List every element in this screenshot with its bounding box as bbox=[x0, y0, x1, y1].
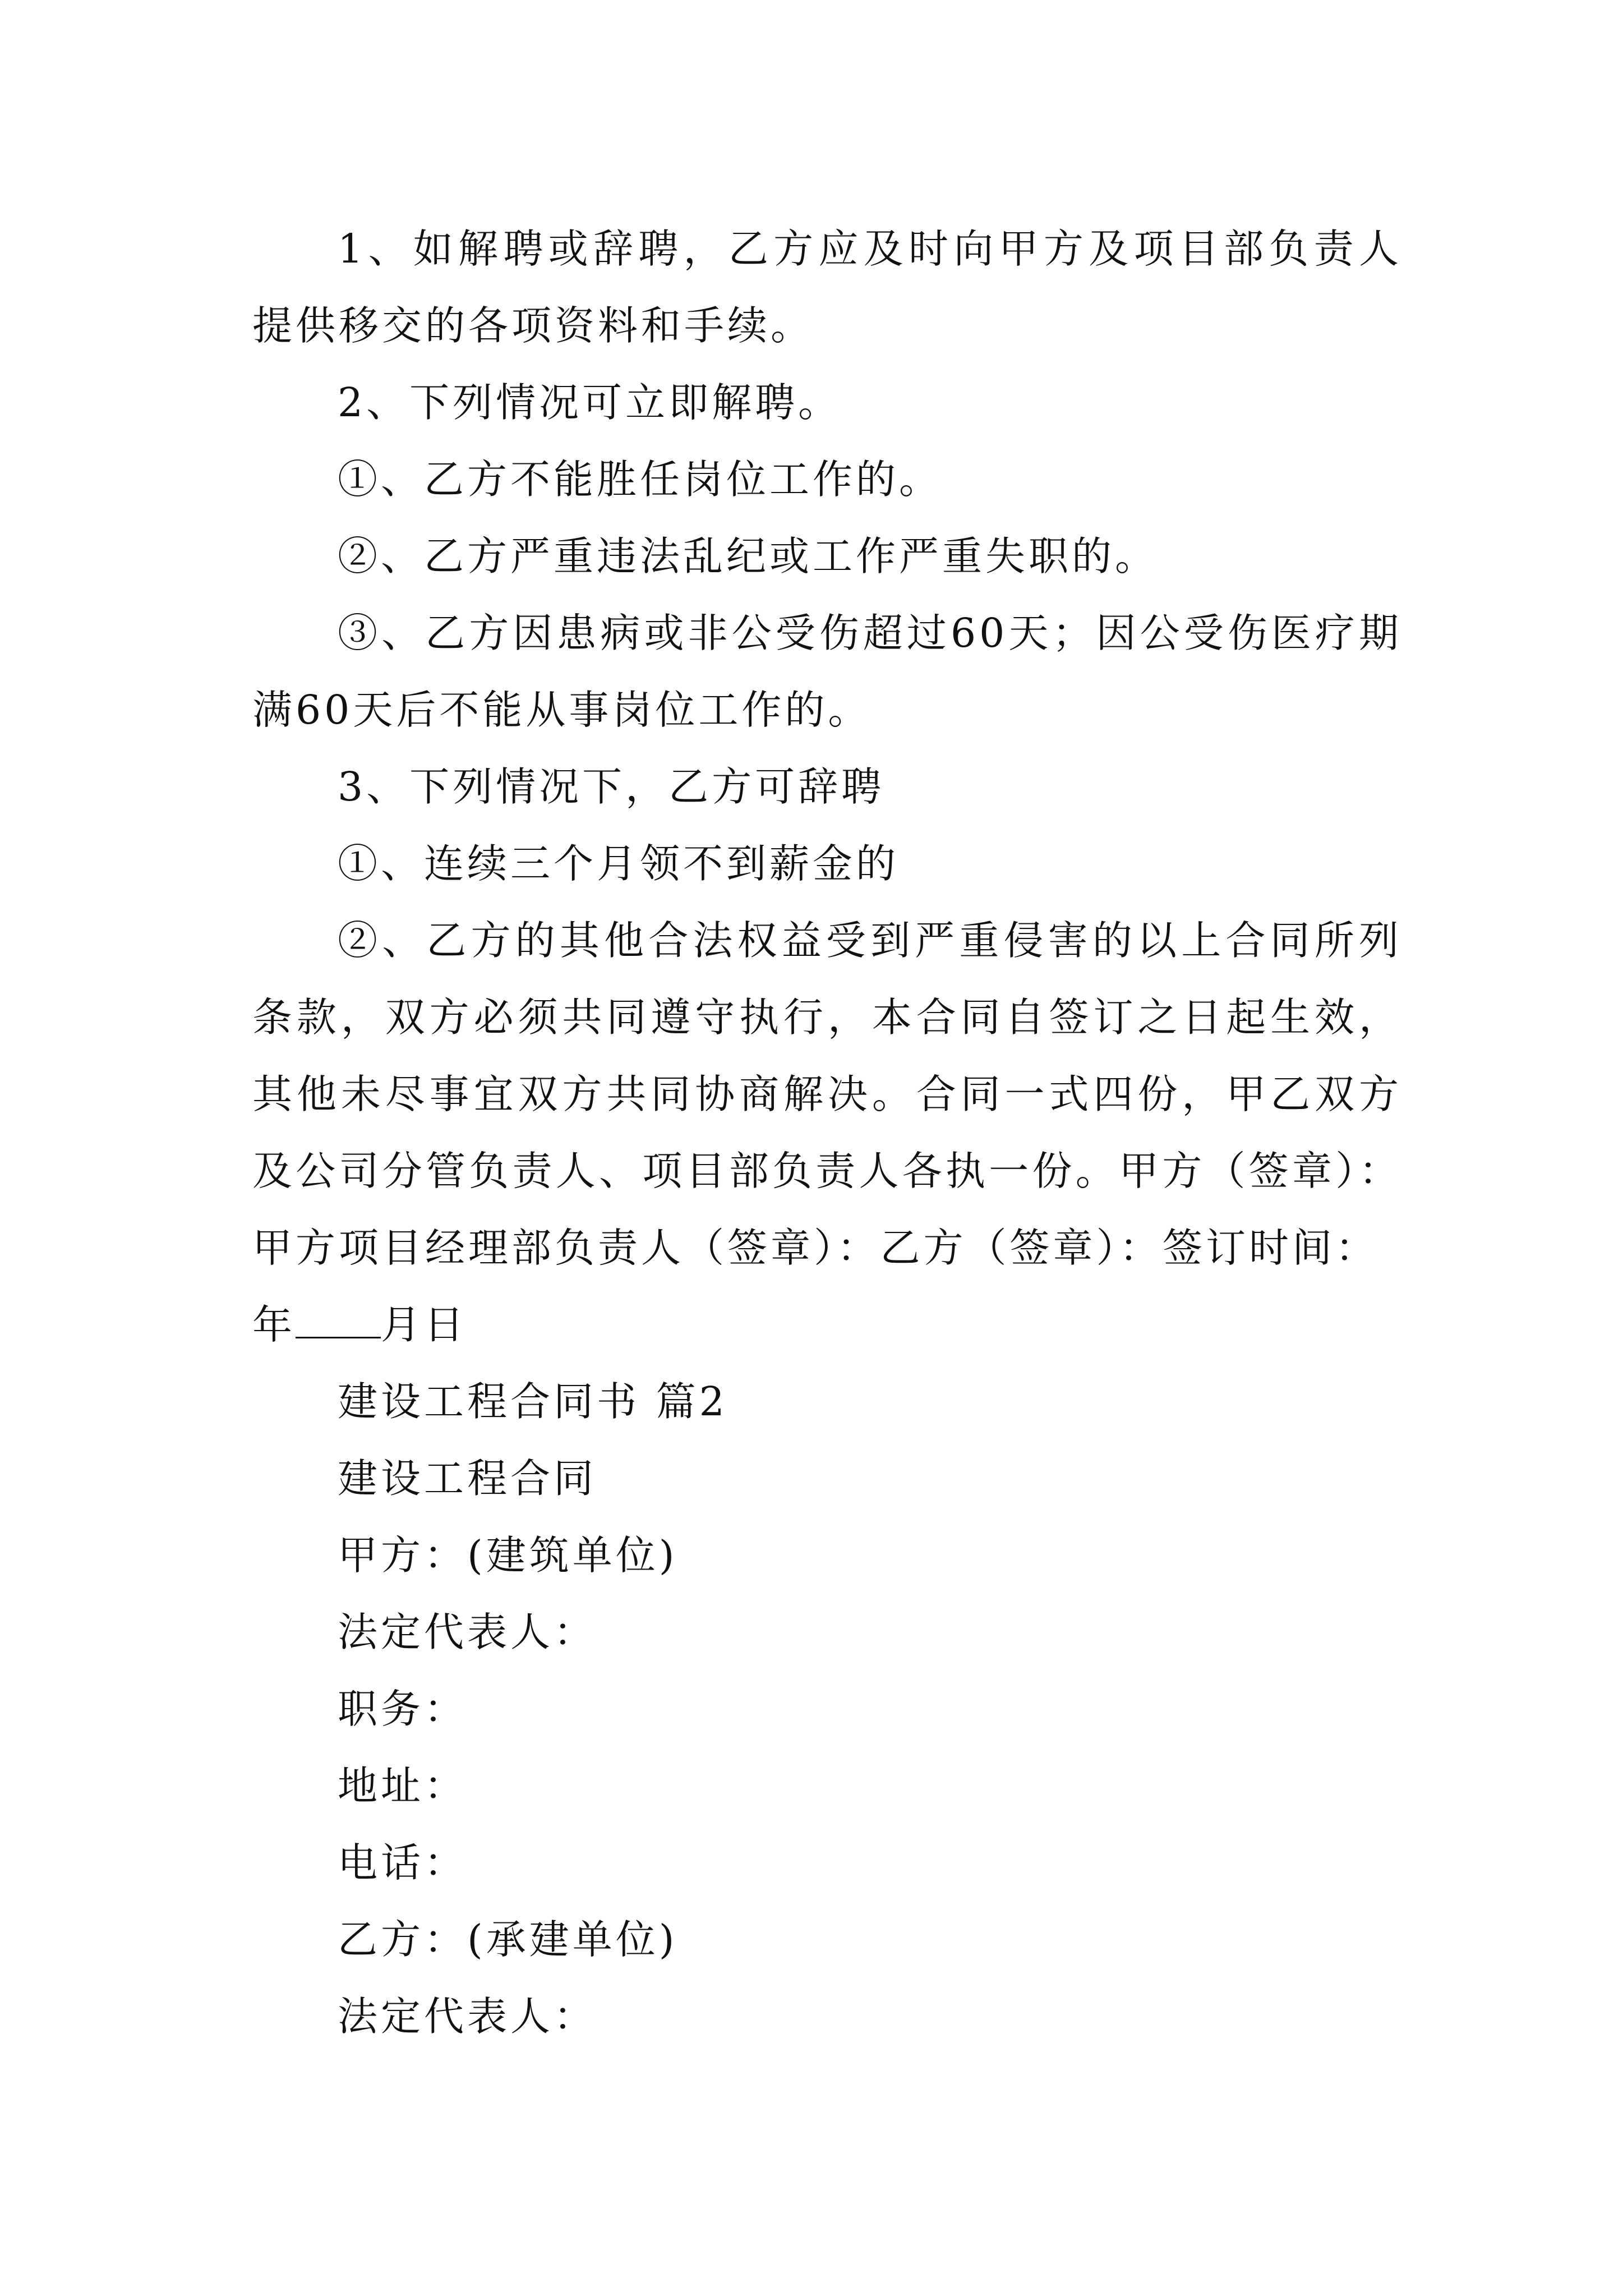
paragraph-7: ①、连续三个月领不到薪金的 bbox=[338, 840, 900, 887]
position-field: 职务： bbox=[338, 1686, 468, 1732]
legal-rep-a: 法定代表人： bbox=[338, 1609, 597, 1655]
paragraph-4: ②、乙方严重违法乱纪或工作严重失职的。 bbox=[338, 533, 1159, 579]
paragraph-8: ②、乙方的其他合法权益受到严重侵害的以上合同所列条款，双方必须共同遵守执行，本合同自签订之日起生效，其他未尽事宜双方共同协商解决。合同一式四份，甲乙双方及公司分管负责人、项目部负责人各执一份。甲方（签章）：甲方项目经理部负责人（签章）：乙方（签章）：签订时间： bbox=[252, 917, 1402, 1271]
date-month-day: 月日 bbox=[381, 1301, 468, 1348]
party-a-label: 甲方：(建筑单位) bbox=[338, 1532, 678, 1579]
date-line bbox=[252, 1286, 1402, 1363]
contract-title: 建设工程合同 bbox=[338, 1455, 597, 1502]
paragraph-3: ①、乙方不能胜任岗位工作的。 bbox=[338, 456, 943, 503]
party-b-label: 乙方：(承建单位) bbox=[338, 1916, 678, 1963]
legal-rep-b: 法定代表人： bbox=[338, 1993, 597, 2040]
phone-field: 电话： bbox=[338, 1839, 468, 1886]
date-year: 年 bbox=[252, 1301, 296, 1348]
section-title: 建设工程合同书 篇2 bbox=[338, 1378, 728, 1425]
paragraph-2: 2、下列情况可立即解聘。 bbox=[338, 379, 842, 426]
date-blank bbox=[296, 1303, 381, 1338]
paragraph-1: 1、如解聘或辞聘，乙方应及时向甲方及项目部负责人提供移交的各项资料和手续。 bbox=[252, 226, 1402, 349]
document-body bbox=[252, 210, 1402, 2055]
address-field: 地址： bbox=[338, 1763, 468, 1809]
paragraph-5: ③、乙方因患病或非公受伤超过60天；因公受伤医疗期满60天后不能从事岗位工作的。 bbox=[252, 610, 1402, 733]
paragraph-6: 3、下列情况下，乙方可辞聘 bbox=[338, 763, 885, 810]
